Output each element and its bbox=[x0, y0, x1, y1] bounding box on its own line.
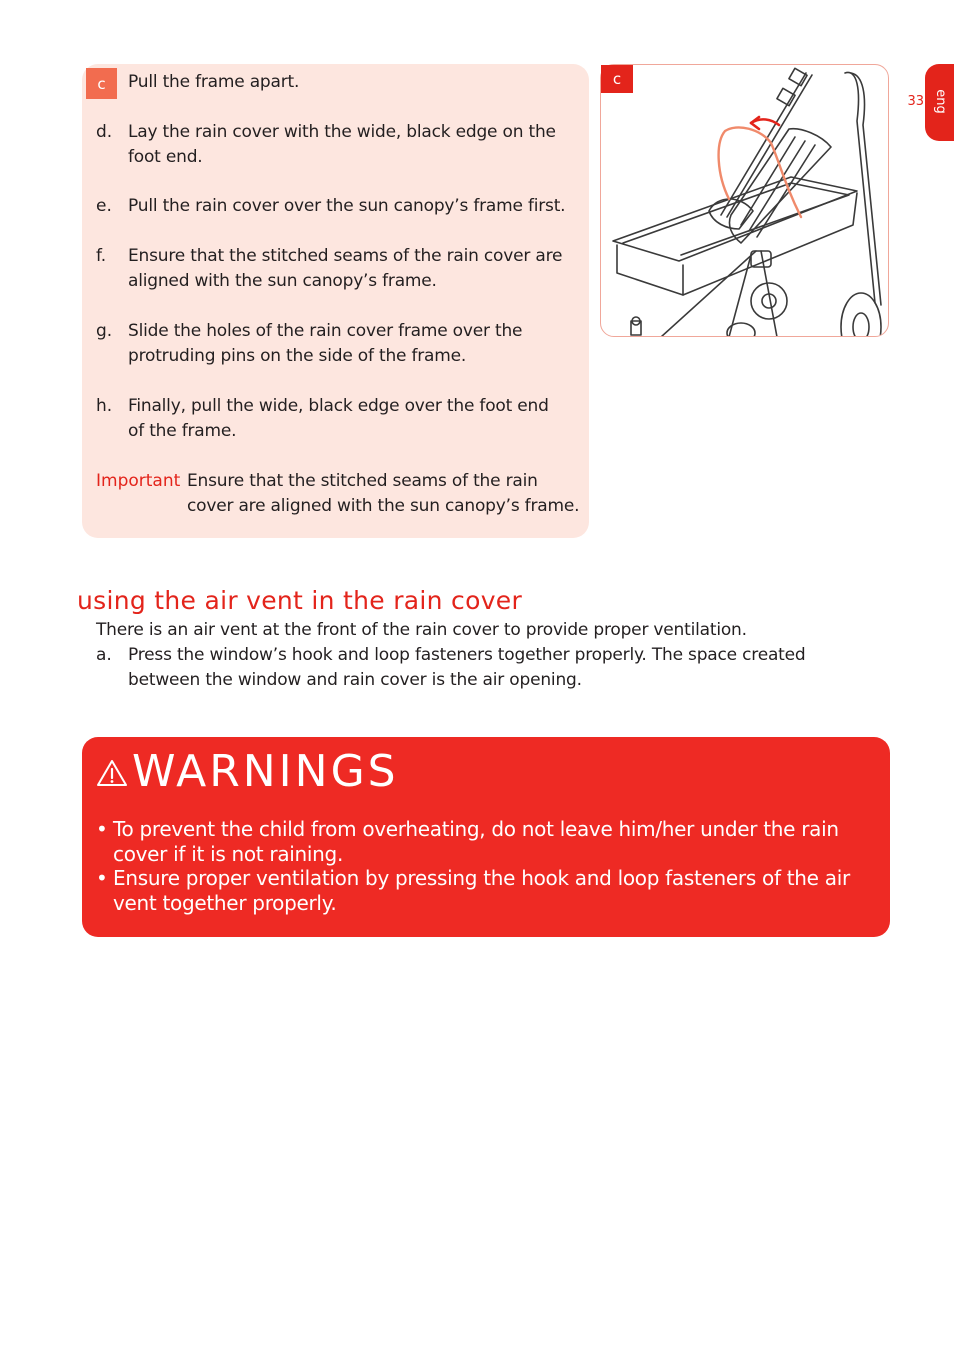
step-g-letter: g. bbox=[96, 321, 113, 341]
section-step-a-letter: a. bbox=[96, 645, 112, 665]
step-c-badge: c bbox=[86, 68, 117, 99]
important-text: Ensure that the stitched seams of the rain cover are aligned with the sun canopy’s frame. bbox=[187, 471, 580, 516]
step-e-text: Pull the rain cover over the sun canopy’s frame first. bbox=[128, 196, 566, 216]
step-c-text: Pull the frame apart. bbox=[128, 72, 300, 92]
figure-c-badge: c bbox=[601, 65, 633, 93]
stroller-drawing bbox=[601, 65, 889, 337]
page-number: 33 bbox=[907, 94, 924, 109]
important-label: Important bbox=[96, 471, 181, 491]
language-tab bbox=[925, 64, 954, 141]
step-h-text: Finally, pull the wide, black edge over the foot end of the frame. bbox=[128, 396, 549, 441]
warnings-box bbox=[82, 737, 890, 937]
stroller-illustration bbox=[600, 64, 889, 337]
section-intro: There is an air vent at the front of the rain cover to provide proper ventilation. bbox=[96, 620, 747, 640]
step-g-text: Slide the holes of the rain cover frame over the protruding pins on the side of the frame. bbox=[128, 321, 523, 366]
step-e-letter: e. bbox=[96, 196, 112, 216]
warning-item-text: To prevent the child from overheating, do not leave him/her under the rain cover if it is not raining. bbox=[113, 817, 839, 866]
step-d-text: Lay the rain cover with the wide, black edge on the foot end. bbox=[128, 122, 556, 167]
bullet: • bbox=[96, 866, 108, 890]
step-f-letter: f. bbox=[96, 246, 107, 266]
step-f-text: Ensure that the stitched seams of the rain cover are aligned with the sun canopy’s frame. bbox=[128, 246, 563, 291]
section-step-a-text: Press the window’s hook and loop fasteners together properly. The space created between the window and rain cover is the air opening. bbox=[128, 645, 806, 690]
warning-item-text: Ensure proper ventilation by pressing the hook and loop fasteners of the air vent together properly. bbox=[113, 866, 850, 915]
step-h-letter: h. bbox=[96, 396, 113, 416]
language-tab-label: eng bbox=[932, 89, 948, 114]
warning-triangle-icon bbox=[96, 759, 128, 787]
warning-item bbox=[96, 817, 876, 867]
section-heading: using the air vent in the rain cover bbox=[77, 586, 523, 615]
step-d-letter: d. bbox=[96, 122, 113, 142]
bullet: • bbox=[96, 817, 108, 841]
warnings-title: WARNINGS bbox=[132, 746, 399, 797]
warning-item bbox=[96, 866, 876, 916]
